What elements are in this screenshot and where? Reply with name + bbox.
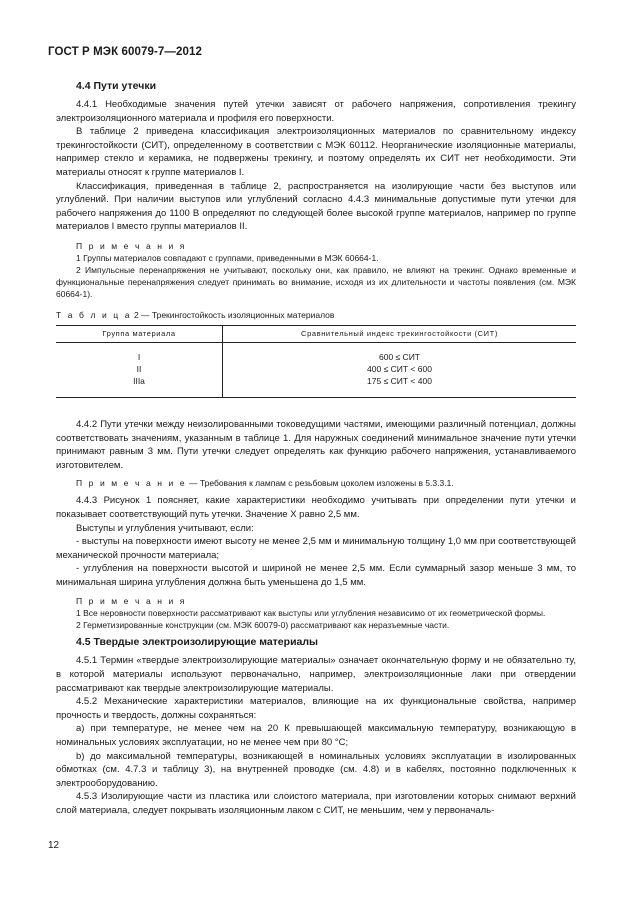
- note: [76, 477, 576, 489]
- paragraph: - выступы на поверхности имеют высоту не менее 2,5 мм и минимальную толщину 1,0 мм при соответствующей механической прочности материала;: [56, 536, 576, 561]
- section-heading-4-4: 4.4 Пути утечки: [76, 80, 157, 92]
- page-content: [56, 80, 576, 818]
- paragraph: Классификация, приведенная в таблице 2, распространяется на изолирующие части без выступов или углублений. При наличии выступов или углублений согласно 4.4.3 минимальные допустимые пути утечки для рабочего напряжения до 1100 В определяют по следующей более высокой группе материалов, например по группе материалов I вместо группы материалов II.: [56, 180, 576, 233]
- note: 1 Все неровности поверхности рассматривают как выступы или углубления независимо от их геометрической формы.: [76, 608, 546, 619]
- table-title: 2 — Трекингостойкость изоляционных материалов: [133, 309, 335, 320]
- table-cell-value: 175 ≤ СИТ < 400: [367, 375, 432, 386]
- paragraph: Выступы и углубления учитывают, если:: [76, 522, 254, 534]
- material-group-cell: [56, 342, 223, 397]
- table-cell-value: II: [136, 363, 142, 374]
- note: 2 Герметизированные конструкции (см. МЭК 60079-0) рассматривают как неразъемные части.: [76, 620, 450, 631]
- section-heading-4-5: 4.5 Твердые электроизолирующие материалы: [76, 636, 318, 649]
- paragraph: 4.5.1 Термин «твердые электроизолирующие материалы» означает окончательную форму и не обязательно ту, в которой материалы используют первоначально, например, электроизоляционные лаки при отвердении рассматривают как твердые электроизолирующие материалы.: [56, 655, 576, 694]
- notes-title: П р и м е ч а н и я: [76, 596, 187, 607]
- cti-cell: [223, 342, 577, 397]
- column-header: Группа материала: [56, 325, 223, 342]
- paragraph: В таблице 2 приведена классификация электроизоляционных материалов по сравнительному индексу трекингостойкости (СИТ), определенному в соответствии с МЭК 60112. Неорганические изоляционные материалы, например стекло и керамика, не подвержены трекингу, и поэтому определять их СИТ нет необходимости. Эти материалы относят к группе материалов I.: [56, 126, 576, 178]
- document-header: ГОСТ Р МЭК 60079-7—2012: [48, 46, 202, 58]
- paragraph: 4.5.2 Механические характеристики материалов, влияющие на их функциональные свойства, например прочность и твердость, должны сохраняться:: [56, 696, 576, 721]
- table-caption: [56, 310, 576, 320]
- note-text: — Требования к лампам с резьбовым цоколем изложены в 5.3.3.1.: [189, 478, 454, 489]
- paragraph: a) при температуре, не менее чем на 20 К превышающей максимальную температуру, возникающую в номинальных условиях эксплуатации, но не менее чем при 80 °С;: [56, 723, 576, 749]
- table-cell-value: I: [137, 351, 141, 362]
- table-label: Т а б л и ц а: [56, 309, 132, 320]
- note: 2 Импульсные перенапряжения не учитывают, поскольку они, как правило, не влияют на трекинг. Однако временные и функциональные перенапряжения следует принимать во внимание, исходя из их длительности и частоты появления (см. МЭК 60664-1).: [56, 264, 576, 299]
- cti-table: [56, 325, 576, 398]
- paragraph: 4.4.3 Рисунок 1 поясняет, какие характеристики необходимо учитывать при определении пути утечки и показывает соответствующий путь утечки. Значение X равно 2,5 мм.: [56, 495, 576, 520]
- table-cell-value: 600 ≤ СИТ: [378, 351, 420, 362]
- paragraph: 4.4.1 Необходимые значения путей утечки зависят от рабочего напряжения, сопротивления трекингу электроизоляционного материала и профиля его поверхности.: [56, 99, 576, 124]
- table-cell-value: 400 ≤ СИТ < 600: [367, 363, 432, 374]
- note-label: П р и м е ч а н и е: [76, 478, 187, 489]
- paragraph: 4.5.3 Изолирующие части из пластика или слоистого материала, при изготовлении которых снимают верхний слой материала, следует покрывать изоляционным лаком с СИТ, не меньшим, чем у первоначаль-: [56, 791, 576, 816]
- page-number: 12: [48, 840, 60, 851]
- table-cell-value: IIIa: [133, 375, 145, 386]
- notes-title: П р и м е ч а н и я: [76, 240, 187, 251]
- column-header: Сравнительный индекс трекингостойкости (СИТ): [223, 325, 577, 342]
- paragraph: 4.4.2 Пути утечки между неизолированными токоведущими частями, имеющими различный потенциал, должны соответствовать значениям, указанным в таблице 1. Для наружных соединений минимальное значение пути утечки принимают равным 3 мм. Пути утечки следует определять как функцию рабочего напряжения, устанавливаемого изготовителем.: [56, 418, 576, 471]
- paragraph: - углубления на поверхности высотой и шириной не менее 2,5 мм. Если суммарный зазор меньше 3 мм, то минимальная ширина углубления должна быть уменьшена до 1,5 мм.: [56, 563, 576, 588]
- note: 1 Группы материалов совпадают с группами, приведенными в МЭК 60664-1.: [76, 252, 379, 263]
- table-row: [56, 342, 576, 397]
- paragraph: b) до максимальной температуры, возникающей в номинальных условиях эксплуатации в изолированных обмотках (см. 4.7.3 и таблицу 3), на внутренней проводке (см. 4.8) и в кабелях, постоянно подключенных к электрооборудованию.: [56, 750, 576, 789]
